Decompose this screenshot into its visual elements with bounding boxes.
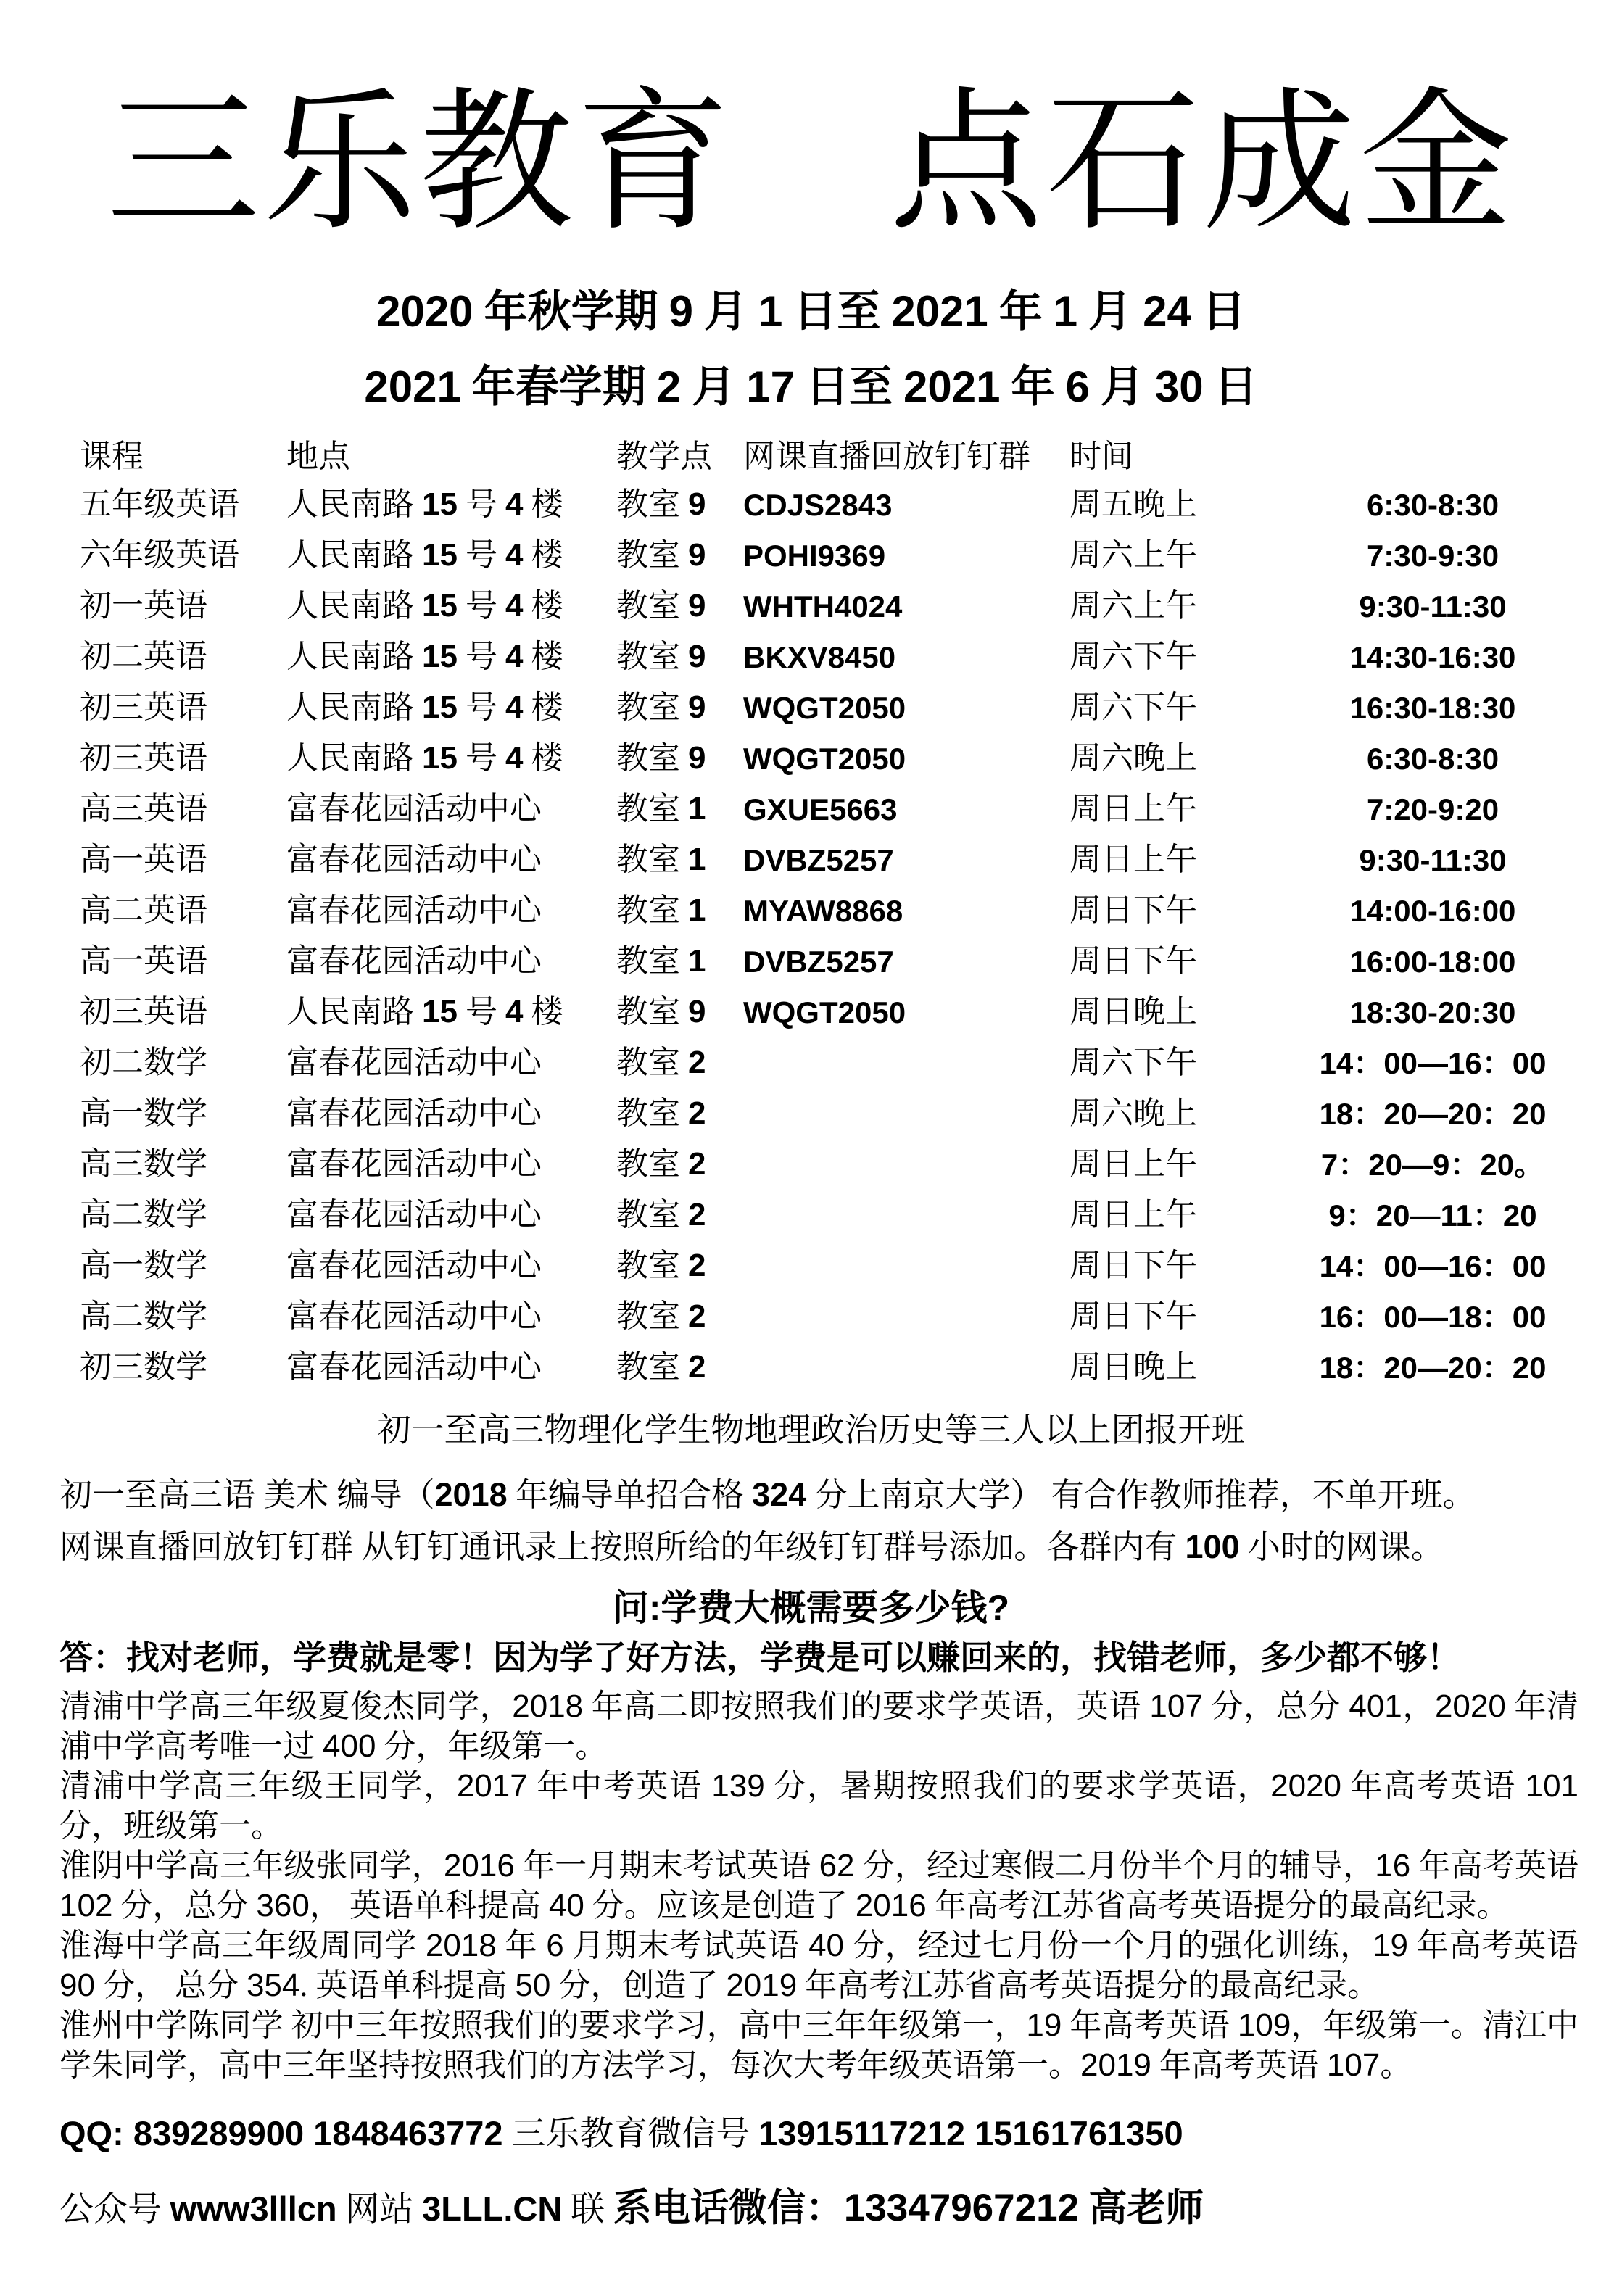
- testimonials-section: [0, 1686, 1622, 2085]
- time-cell: 18：20—20：20: [1319, 1096, 1547, 1131]
- semester-dates: [0, 284, 1622, 415]
- schedule-row: [0, 1038, 1622, 1089]
- schedule-row: [0, 886, 1622, 937]
- contact-segment: 联: [571, 2190, 605, 2229]
- day-cell: 周日上午: [1069, 1146, 1197, 1182]
- location-cell: 人民南路 15 号 4 楼: [286, 689, 563, 726]
- schedule-rows: [0, 480, 1622, 1393]
- course-cell: 高三英语: [80, 791, 207, 827]
- day-cell: 周日晚上: [1069, 1349, 1197, 1385]
- schedule-row: [0, 1140, 1622, 1190]
- classroom-cell: 教室 2: [616, 1095, 706, 1132]
- schedule-row: [0, 1089, 1622, 1140]
- dingtalk-group-cell: WQGT2050: [743, 741, 906, 776]
- course-cell: 高一英语: [80, 842, 207, 878]
- website-contact-line: [59, 2177, 1578, 2232]
- day-cell: 周五晚上: [1069, 486, 1197, 523]
- art-program-note: 初一至高三语 美术 编导（2018 年编导单招合格 324 分上南京大学） 有合作教师推荐，不单开班。: [59, 1475, 1476, 1513]
- header-course: 课程: [80, 439, 144, 475]
- day-cell: 周六晚上: [1069, 740, 1197, 776]
- classroom-cell: 教室 2: [616, 1045, 706, 1081]
- schedule-row: [0, 1190, 1622, 1241]
- location-cell: 人民南路 15 号 4 楼: [286, 537, 563, 573]
- day-cell: 周日下午: [1069, 892, 1197, 929]
- testimonial-paragraph: 淮海中学高三年级周同学 2018 年 6 月期末考试英语 40 分，经过七月份一个月的强化训练，19 年高考英语 90 分， 总分 354. 英语单科提高 50 分，创造了 2019 年高考江苏省高考英语提分的最高纪录。: [59, 1927, 1579, 2003]
- day-cell: 周六下午: [1069, 1045, 1197, 1081]
- dingtalk-group-cell: WHTH4024: [743, 589, 903, 623]
- location-cell: 人民南路 15 号 4 楼: [286, 740, 563, 776]
- dingtalk-group-cell: MYAW8868: [743, 893, 903, 928]
- course-cell: 初二英语: [80, 639, 207, 675]
- classroom-cell: 教室 2: [616, 1146, 706, 1182]
- header-time: 时间: [1069, 439, 1133, 475]
- classroom-cell: 教室 2: [616, 1197, 706, 1233]
- time-cell: 16:30-18:30: [1349, 690, 1516, 725]
- dingtalk-group-cell: CDJS2843: [743, 487, 893, 522]
- time-cell: 14:00-16:00: [1349, 893, 1516, 928]
- classroom-cell: 教室 1: [616, 842, 706, 878]
- time-cell: 14：00—16：00: [1319, 1045, 1547, 1080]
- tuition-answer: 答：找对老师，学费就是零！因为学了好方法，学费是可以赚回来的，找错老师，多少都不够！: [59, 1638, 1460, 1676]
- course-cell: 五年级英语: [80, 486, 239, 523]
- header-dingtalk-group: 网课直播回放钉钉群: [743, 439, 1030, 475]
- classroom-cell: 教室 9: [616, 740, 706, 776]
- classroom-cell: 教室 9: [616, 537, 706, 573]
- location-cell: 富春花园活动中心: [286, 1298, 542, 1335]
- course-cell: 高二英语: [80, 892, 207, 929]
- testimonial-paragraph: 清浦中学高三年级夏俊杰同学，2018 年高二即按照我们的要求学英语，英语 107 分，总分 401，2020 年清浦中学高考唯一过 400 分，年级第一。: [59, 1688, 1579, 1764]
- time-cell: 16:00-18:00: [1349, 944, 1516, 979]
- testimonial-paragraph: 淮阴中学高三年级张同学，2016 年一月期末考试英语 62 分，经过寒假二月份半个月的辅导，16 年高考英语 102 分，总分 360， 英语单科提高 40 分。应该是创造了 2016 年高考江苏省高考英语提分的最高纪录。: [59, 1847, 1579, 1923]
- time-cell: 16：00—18：00: [1319, 1299, 1547, 1334]
- contact-segment: 13915117212 15161761350: [758, 2113, 1183, 2152]
- course-cell: 高二数学: [80, 1298, 207, 1335]
- schedule-row: [0, 1241, 1622, 1292]
- classroom-cell: 教室 9: [616, 588, 706, 624]
- location-cell: 富春花园活动中心: [286, 1146, 542, 1182]
- location-cell: 富春花园活动中心: [286, 1197, 542, 1233]
- classroom-cell: 教室 1: [616, 791, 706, 827]
- classroom-cell: 教室 1: [616, 943, 706, 979]
- location-cell: 富春花园活动中心: [286, 1349, 542, 1385]
- header-location: 地点: [286, 439, 350, 475]
- time-cell: 6:30-8:30: [1366, 741, 1499, 776]
- dingtalk-group-cell: GXUE5663: [743, 792, 898, 826]
- location-cell: 富春花园活动中心: [286, 1095, 542, 1132]
- autumn-semester-dates: 2020 年秋学期 9 月 1 日至 2021 年 1 月 24 日: [376, 286, 1246, 336]
- time-cell: 7：20—9：20。: [1320, 1147, 1545, 1182]
- day-cell: 周日上午: [1069, 791, 1197, 827]
- page-title: 三乐教育 点石成金: [106, 78, 1516, 249]
- location-cell: 富春花园活动中心: [286, 943, 542, 979]
- testimonial-paragraph: 清浦中学高三年级王同学，2017 年中考英语 139 分，暑期按照我们的要求学英语，2020 年高考英语 101 分，班级第一。: [59, 1767, 1579, 1844]
- location-cell: 人民南路 15 号 4 楼: [286, 588, 563, 624]
- course-cell: 初三英语: [80, 740, 207, 776]
- contact-segment: 公众号: [59, 2190, 170, 2229]
- time-cell: 14：00—16：00: [1319, 1248, 1547, 1283]
- location-cell: 人民南路 15 号 4 楼: [286, 994, 563, 1030]
- course-cell: 高三数学: [80, 1146, 207, 1182]
- qq-contact-line: [59, 2107, 1578, 2155]
- time-cell: 9：20—11：20: [1328, 1198, 1537, 1232]
- classroom-cell: 教室 2: [616, 1349, 706, 1385]
- tuition-question: 问:学费大概需要多少钱?: [612, 1587, 1010, 1628]
- schedule-row: [0, 1343, 1622, 1393]
- course-cell: 高二数学: [80, 1197, 207, 1233]
- day-cell: 周六晚上: [1069, 1095, 1197, 1132]
- time-cell: 9:30-11:30: [1359, 589, 1507, 623]
- course-cell: 初一英语: [80, 588, 207, 624]
- day-cell: 周日上午: [1069, 842, 1197, 878]
- classroom-cell: 教室 9: [616, 639, 706, 675]
- course-cell: 初三英语: [80, 689, 207, 726]
- contact-segment: 网站: [345, 2190, 423, 2229]
- dingtalk-instruction-note: 网课直播回放钉钉群 从钉钉通讯录上按照所给的年级钉钉群号添加。各群内有 100 小时的网课。: [59, 1528, 1444, 1565]
- day-cell: 周日下午: [1069, 943, 1197, 979]
- day-cell: 周日晚上: [1069, 994, 1197, 1030]
- day-cell: 周日下午: [1069, 1248, 1197, 1284]
- time-cell: 6:30-8:30: [1366, 487, 1499, 522]
- day-cell: 周六下午: [1069, 689, 1197, 726]
- classroom-cell: 教室 1: [616, 892, 706, 929]
- time-cell: 7:30-9:30: [1366, 538, 1499, 573]
- course-cell: 六年级英语: [80, 537, 239, 573]
- classroom-cell: 教室 9: [616, 689, 706, 726]
- classroom-cell: 教室 9: [616, 486, 706, 523]
- day-cell: 周六下午: [1069, 639, 1197, 675]
- course-cell: 初二数学: [80, 1045, 207, 1081]
- day-cell: 周六上午: [1069, 588, 1197, 624]
- schedule-row: [0, 784, 1622, 835]
- time-cell: 18:30-20:30: [1349, 995, 1516, 1029]
- dingtalk-group-cell: WQGT2050: [743, 690, 906, 725]
- location-cell: 人民南路 15 号 4 楼: [286, 486, 563, 523]
- day-cell: 周六上午: [1069, 537, 1197, 573]
- contact-segment: 3LLL.CN: [422, 2189, 563, 2228]
- classroom-cell: 教室 2: [616, 1248, 706, 1284]
- schedule-row: [0, 632, 1622, 683]
- dingtalk-group-cell: WQGT2050: [743, 995, 906, 1029]
- time-cell: 14:30-16:30: [1349, 639, 1516, 674]
- day-cell: 周日上午: [1069, 1197, 1197, 1233]
- schedule-row: [0, 1292, 1622, 1343]
- time-cell: 9:30-11:30: [1359, 842, 1507, 877]
- course-cell: 初三英语: [80, 994, 207, 1030]
- course-cell: 高一英语: [80, 943, 207, 979]
- contact-segment: www3lllcn: [170, 2189, 337, 2228]
- spring-semester-dates: 2021 年春学期 2 月 17 日至 2021 年 6 月 30 日: [364, 362, 1258, 411]
- schedule-row: [0, 937, 1622, 987]
- schedule-row: [0, 734, 1622, 784]
- schedule-header: [0, 435, 1622, 480]
- course-cell: 初三数学: [80, 1349, 207, 1385]
- schedule-row: [0, 581, 1622, 632]
- classroom-cell: 教室 2: [616, 1298, 706, 1335]
- location-cell: 富春花园活动中心: [286, 791, 542, 827]
- contact-segment: QQ: 839289900 1848463772: [59, 2113, 503, 2152]
- dingtalk-group-cell: BKXV8450: [743, 639, 896, 674]
- time-cell: 7:20-9:20: [1366, 792, 1499, 826]
- dingtalk-group-cell: DVBZ5257: [743, 842, 894, 877]
- location-cell: 富春花园活动中心: [286, 842, 542, 878]
- location-cell: 富春花园活动中心: [286, 1045, 542, 1081]
- contact-segment: 系电话微信：13347967212 高老师: [613, 2186, 1204, 2229]
- classroom-cell: 教室 9: [616, 994, 706, 1030]
- contact-segment: 三乐教育微信号: [511, 2115, 759, 2153]
- dingtalk-group-cell: DVBZ5257: [743, 944, 894, 979]
- day-cell: 周日下午: [1069, 1298, 1197, 1335]
- schedule-row: [0, 480, 1622, 531]
- location-cell: 富春花园活动中心: [286, 1248, 542, 1284]
- time-cell: 18：20—20：20: [1319, 1350, 1547, 1385]
- schedule-table: [0, 435, 1622, 1393]
- group-enroll-note: 初一至高三物理化学生物地理政治历史等三人以上团报开班: [377, 1411, 1245, 1449]
- location-cell: 人民南路 15 号 4 楼: [286, 639, 563, 675]
- schedule-row: [0, 531, 1622, 581]
- course-cell: 高一数学: [80, 1095, 207, 1132]
- schedule-row: [0, 987, 1622, 1038]
- schedule-row: [0, 835, 1622, 886]
- testimonial-paragraph: 淮州中学陈同学 初中三年按照我们的要求学习，高中三年年级第一，19 年高考英语 109，年级第一。清江中学朱同学，高中三年坚持按照我们的方法学习，每次大考年级英语第一。2019 年高考英语 107。: [59, 2007, 1579, 2083]
- location-cell: 富春花园活动中心: [286, 892, 542, 929]
- schedule-row: [0, 683, 1622, 734]
- header-site: 教学点: [616, 439, 712, 475]
- dingtalk-group-cell: POHI9369: [743, 538, 886, 573]
- course-cell: 高一数学: [80, 1248, 207, 1284]
